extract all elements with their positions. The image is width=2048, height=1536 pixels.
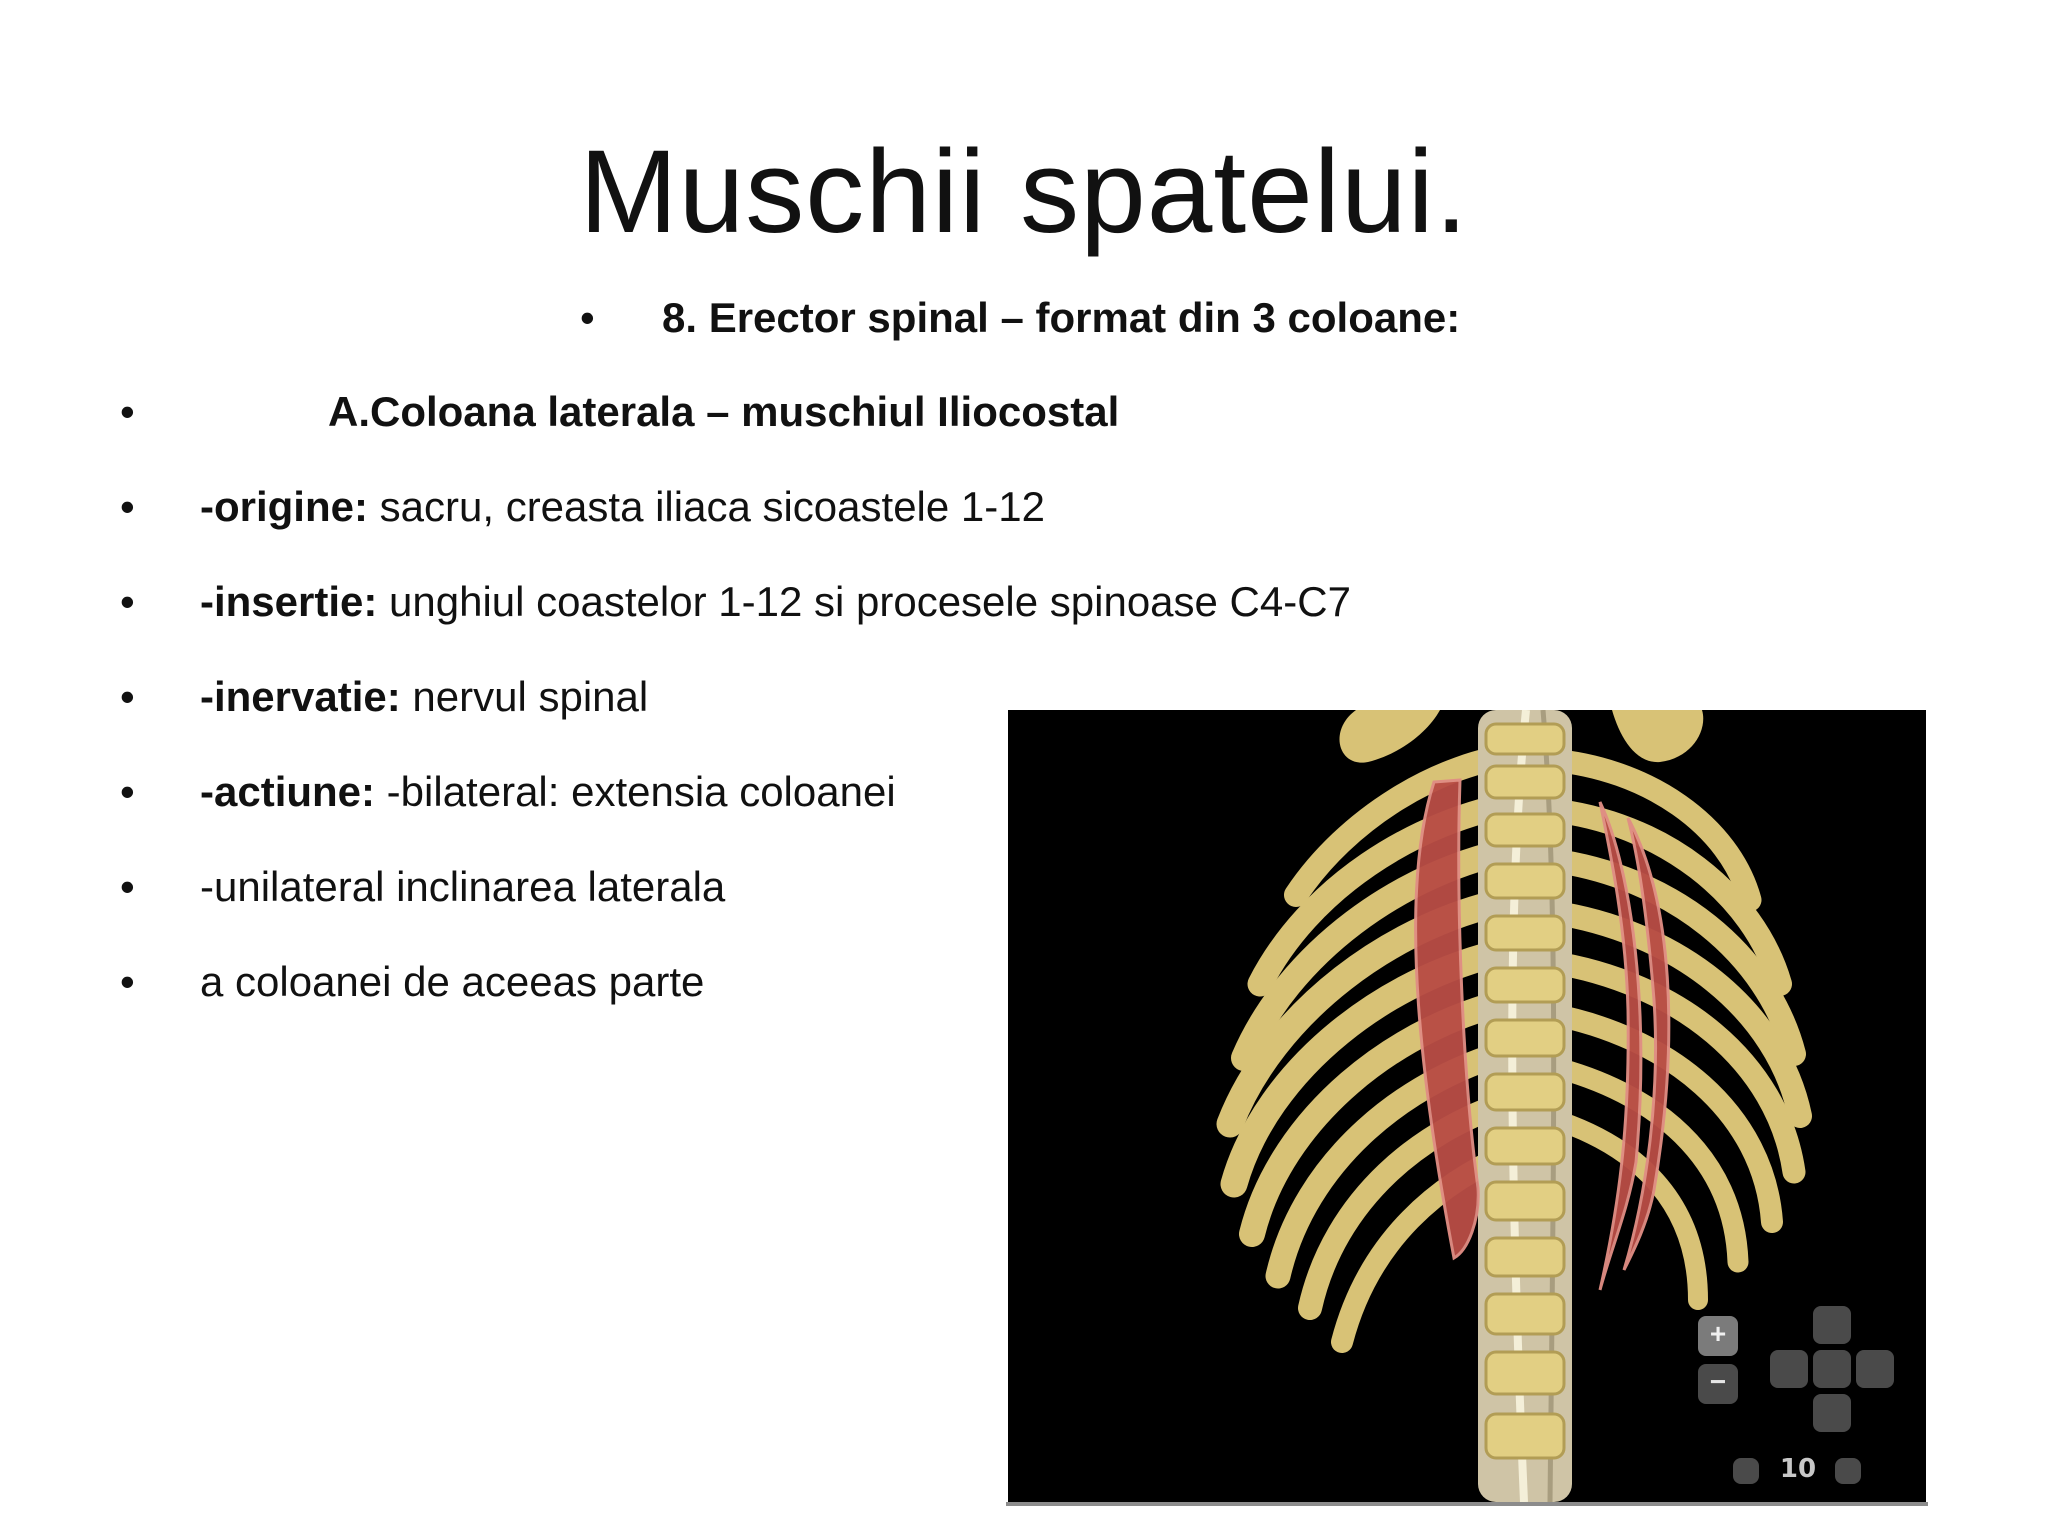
pan-down-button[interactable]	[1813, 1394, 1851, 1432]
pan-left-button[interactable]	[1770, 1350, 1808, 1388]
bullet-marker: •	[580, 294, 595, 341]
previous-page-button[interactable]	[1733, 1458, 1759, 1484]
list-item-text: -inervatie: nervul spinal	[200, 673, 649, 720]
bullet-marker: •	[120, 863, 135, 910]
list-item-label: -origine:	[200, 483, 368, 530]
image-bottom-border	[1006, 1502, 1928, 1506]
subtitle-bullet-line	[580, 288, 1460, 348]
page-number: 10	[1779, 1454, 1817, 1484]
bullet-marker: •	[120, 483, 135, 530]
plus-icon: +	[1709, 1318, 1727, 1349]
list-item-text: -unilateral inclinarea laterala	[200, 863, 726, 910]
bullet-marker: •	[120, 578, 135, 625]
next-page-button[interactable]	[1835, 1458, 1861, 1484]
bullet-marker: •	[120, 768, 135, 815]
list-item-label: -inervatie:	[200, 673, 401, 720]
subtitle-text: 8. Erector spinal – format din 3 coloane:	[662, 294, 1461, 341]
bullet-marker: •	[120, 388, 135, 435]
list-item-text: -insertie: unghiul coastelor 1-12 si procesele spinoase C4-C7	[200, 578, 1351, 625]
pan-up-button[interactable]	[1813, 1306, 1851, 1344]
list-item	[120, 477, 1420, 572]
list-item-label: -actiune:	[200, 768, 376, 815]
zoom-in-button[interactable]	[1698, 1316, 1738, 1356]
minus-icon: −	[1709, 1366, 1727, 1397]
anatomy-3d-viewer[interactable]	[1008, 710, 1926, 1502]
chevron-right-icon	[1835, 1458, 1926, 1502]
bullet-marker: •	[120, 958, 135, 1005]
list-item-text: -origine: sacru, creasta iliaca sicoastele 1-12	[200, 483, 1045, 530]
list-item	[120, 572, 1420, 667]
pan-right-button[interactable]	[1856, 1350, 1894, 1388]
zoom-out-button[interactable]	[1698, 1364, 1738, 1404]
pan-center-button[interactable]	[1813, 1350, 1851, 1388]
list-item-text: -actiune: -bilateral: extensia coloanei	[200, 768, 896, 815]
slide-title: Muschii spatelui.	[579, 126, 1469, 258]
list-item	[120, 382, 1420, 477]
bullet-marker: •	[120, 673, 135, 720]
list-item-label: -insertie:	[200, 578, 378, 625]
list-item-text: A.Coloana laterala – muschiul Iliocostal	[328, 388, 1120, 435]
list-item-text: a coloanei de aceeas parte	[200, 958, 705, 1005]
